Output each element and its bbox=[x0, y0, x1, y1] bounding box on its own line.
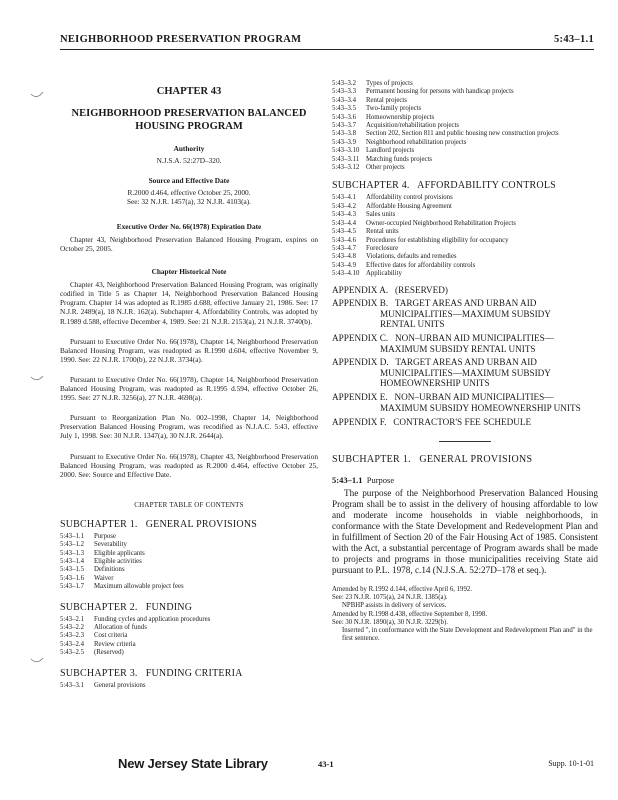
toc-list bbox=[332, 80, 598, 172]
library-stamp: New Jersey State Library bbox=[118, 756, 268, 771]
toc-entry-number: 5:43–1.3 bbox=[60, 549, 84, 557]
source-line: R.2000 d.464, effective October 25, 2000. bbox=[127, 188, 251, 197]
toc-entry bbox=[60, 541, 318, 549]
toc-entry-number: 5:43–3.9 bbox=[332, 138, 356, 146]
running-head bbox=[60, 34, 594, 48]
toc-entry bbox=[332, 211, 598, 219]
toc-entry-title: Foreclosure bbox=[366, 244, 399, 252]
appendix-entry bbox=[332, 392, 598, 413]
executive-order-heading: Executive Order No. 66(1978) Expiration Date bbox=[116, 222, 262, 231]
toc-entry-number: 5:43–1.7 bbox=[60, 583, 84, 591]
appendix-title-continued: MUNICIPALITIES—MAXIMUM SUBSIDY bbox=[380, 308, 551, 319]
toc-entry-number: 5:43–4.8 bbox=[332, 253, 356, 261]
section-body: The purpose of the Neighborhood Preservation Balanced Housing Program shall be to assist in the delivery of housing affordable to low and moderate income households in viable neighborhoods, in conformance with the State Development and Redevelopment Plan and in fulfillment of Section 20 of the Fair Housing Act of 1985. Consistent with the Act, a substantial percentage of Program awards shall be made to projects and programs in those municipalities receiving State aid pursuant to P.L. 1978, c.14 (N.J.S.A. 52:27D–178 et seq.). bbox=[332, 487, 598, 575]
chapter-number: CHAPTER 43 bbox=[156, 86, 222, 97]
toc-entry-title: Eligible activities bbox=[94, 558, 142, 565]
header-rule bbox=[60, 49, 594, 50]
toc-entry bbox=[332, 245, 598, 253]
amendment-note: See: 23 N.J.R. 1075(a), 24 N.J.R. 1385(a). bbox=[332, 594, 448, 602]
toc-entry bbox=[332, 147, 598, 155]
toc-entry-title: Owner-occupied Neighborhood Rehabilitation Projects bbox=[366, 219, 516, 227]
toc-entry bbox=[332, 139, 598, 147]
right-column bbox=[332, 80, 598, 643]
toc-entry-title: Acquisition/rehabilitation projects bbox=[366, 122, 460, 130]
margin-mark bbox=[30, 656, 44, 666]
toc-entry bbox=[332, 105, 598, 113]
appendix-title: APPENDIX D. TARGET AREAS AND URBAN AID bbox=[332, 357, 537, 368]
toc-entry-title: Violations, defaults and remedies bbox=[366, 253, 457, 261]
margin-mark bbox=[30, 90, 44, 100]
subchapter-heading: SUBCHAPTER 1. GENERAL PROVISIONS bbox=[332, 453, 533, 465]
toc-entry-number: 5:43–3.11 bbox=[332, 155, 360, 163]
toc-entry bbox=[332, 194, 598, 202]
appendix-title: APPENDIX B. TARGET AREAS AND URBAN AID bbox=[332, 298, 537, 309]
appendix-entry bbox=[332, 357, 598, 388]
toc-entry-title: Review criteria bbox=[94, 640, 136, 648]
toc-entry bbox=[332, 122, 598, 130]
historical-note-paragraph: Chapter 43, Neighborhood Preservation Balanced Housing Program, was originally codified in Title 5 as Chapter 14, Neighborhood Preservation Balanced Housing Program. Chapter 14 was adopted as R.1985 d.688, effective January 21, 1986. See: 17 N.J.R. 2489(a), 18 N.J.R. 162(a). Subchapter 4, Affordability Controls, was adopted by R.1989 d.588, effective December 4, 1989. See: 21 N.J.R. 2153(a), 21 N.J.R. 3740(b). bbox=[60, 280, 318, 326]
amendment-note: Amended by R.1998 d.438, effective September 8, 1998. bbox=[332, 610, 488, 618]
chapter-title: NEIGHBORHOOD PRESERVATION BALANCED HOUSING PROGRAM bbox=[71, 108, 307, 132]
toc-entry bbox=[332, 237, 598, 245]
appendix-entry bbox=[332, 333, 598, 354]
toc-subchapter-heading: SUBCHAPTER 1. GENERAL PROVISIONS bbox=[60, 518, 258, 530]
toc-entry bbox=[332, 220, 598, 228]
toc-entry-number: 5:43–2.1 bbox=[60, 615, 84, 623]
toc-heading: CHAPTER TABLE OF CONTENTS bbox=[134, 500, 244, 509]
toc-entry bbox=[60, 682, 318, 690]
section-number: 5:43–1.1 bbox=[332, 474, 363, 485]
toc-entry-number: 5:43–4.7 bbox=[332, 244, 356, 252]
toc-subchapter-heading: SUBCHAPTER 3. FUNDING CRITERIA bbox=[60, 667, 243, 679]
margin-mark bbox=[30, 374, 44, 384]
toc-entry-title: Affordability control provisions bbox=[366, 194, 453, 202]
toc-entry-title: Sales units bbox=[366, 211, 396, 219]
toc-entry-number: 5:43–4.6 bbox=[332, 236, 356, 244]
toc-entry-title: Effective dates for affordability controls bbox=[366, 261, 476, 269]
source-heading: Source and Effective Date bbox=[148, 176, 230, 185]
authority-heading: Authority bbox=[173, 144, 205, 153]
appendix-list bbox=[332, 285, 598, 427]
toc-entry-number: 5:43–4.1 bbox=[332, 194, 356, 202]
toc-entry-number: 5:43–3.5 bbox=[332, 105, 356, 113]
toc-entry-number: 5:43–3.2 bbox=[332, 80, 356, 87]
toc-entry-title: Neighborhood rehabilitation projects bbox=[366, 138, 467, 146]
toc-entry-title: Waiver bbox=[94, 574, 114, 582]
section-heading bbox=[332, 475, 598, 485]
supplement-date: Supp. 10-1-01 bbox=[548, 759, 594, 768]
toc-entry-number: 5:43–4.9 bbox=[332, 261, 356, 269]
appendix-title: APPENDIX C. NON–URBAN AID MUNICIPALITIES— bbox=[332, 333, 554, 344]
toc-entry-number: 5:43–4.10 bbox=[332, 270, 360, 278]
amendment-note: Amended by R.1992 d.144, effective April 6, 1992. bbox=[332, 585, 472, 593]
toc-entry-number: 5:43–3.8 bbox=[332, 130, 356, 138]
toc-entry bbox=[332, 80, 598, 88]
toc-entry-title: Severability bbox=[94, 541, 127, 549]
toc-entry bbox=[60, 616, 318, 624]
toc-entry-number: 5:43–3.10 bbox=[332, 147, 360, 155]
toc-entry-title: Cost criteria bbox=[94, 632, 128, 640]
toc-entry bbox=[60, 550, 318, 558]
appendix-entry bbox=[332, 285, 598, 295]
toc-entry-number: 5:43–1.6 bbox=[60, 574, 84, 582]
amendment-notes bbox=[332, 586, 598, 643]
toc-entry-title: Eligible applicants bbox=[94, 549, 145, 557]
toc-entry-title: Section 202, Section 811 and public housing new construction projects bbox=[366, 130, 559, 138]
toc-entry bbox=[60, 641, 318, 649]
toc-entry bbox=[332, 203, 598, 211]
toc-entry bbox=[60, 624, 318, 632]
amendment-note: Inserted ", in conformance with the State Development and Redevelopment Plan and" in the first sentence. bbox=[342, 626, 593, 643]
page-number: 43-1 bbox=[318, 759, 334, 769]
appendix-title-continued: MAXIMUM SUBSIDY HOMEOWNERSHIP UNITS bbox=[380, 402, 581, 413]
toc-entry-title: (Reserved) bbox=[94, 649, 124, 657]
toc-list bbox=[60, 616, 318, 658]
toc-entry-title: General provisions bbox=[94, 681, 146, 689]
toc-entry-title: Types of projects bbox=[366, 80, 413, 87]
historical-note-heading: Chapter Historical Note bbox=[151, 267, 227, 277]
toc-entry-number: 5:43–2.2 bbox=[60, 624, 84, 632]
toc-entry-title: Purpose bbox=[94, 532, 116, 540]
toc-entry bbox=[332, 97, 598, 105]
toc-entry-title: Rental units bbox=[366, 228, 399, 236]
toc-entry-number: 5:43–3.6 bbox=[332, 113, 356, 121]
toc-entry-number: 5:43–1.4 bbox=[60, 558, 84, 565]
appendix-title-continued: HOMEOWNERSHIP UNITS bbox=[380, 378, 490, 389]
historical-note-paragraph: Pursuant to Reorganization Plan No. 002–1998, Chapter 14, Neighborhood Preservation Balanced Housing Program, was recodified as N.J.A.C. 5:43, effective July 1, 1998. See: 30 N.J.R. 1347(a), 30 N.J.R. 2644(a). bbox=[60, 413, 318, 441]
toc-entry bbox=[60, 583, 318, 591]
toc-entry-title: Other projects bbox=[366, 164, 405, 172]
toc-entry-title: Homeownership projects bbox=[366, 113, 435, 121]
toc-entry bbox=[332, 262, 598, 270]
toc-entry bbox=[332, 228, 598, 236]
page-footer bbox=[0, 756, 618, 772]
toc-entry-number: 5:43–2.4 bbox=[60, 640, 84, 648]
toc-entry-title: Landlord projects bbox=[366, 147, 415, 155]
toc-entry bbox=[332, 88, 598, 96]
toc-entry bbox=[332, 253, 598, 261]
toc-entry bbox=[60, 566, 318, 574]
section-title: Purpose bbox=[366, 474, 395, 485]
appendix-title: APPENDIX A. (RESERVED) bbox=[332, 284, 448, 295]
toc-entry-number: 5:43–4.5 bbox=[332, 228, 356, 236]
toc-entry bbox=[60, 649, 318, 657]
appendix-title: APPENDIX E. NON–URBAN AID MUNICIPALITIES— bbox=[332, 392, 554, 403]
toc-entry-title: Funding cycles and application procedures bbox=[94, 615, 211, 623]
toc-entry bbox=[60, 632, 318, 640]
toc-entry bbox=[332, 164, 598, 172]
executive-order-text: Chapter 43, Neighborhood Preservation Balanced Housing Program, expires on October 25, 2005. bbox=[60, 235, 318, 254]
toc-entry bbox=[332, 270, 598, 278]
historical-note-paragraph: Pursuant to Executive Order No. 66(1978), Chapter 14, Neighborhood Preservation Balanced Housing Program, was readopted as R.1990 d.604, effective November 9, 1990. See: 22 N.J.R. 1700(b), 22 N.J.R. 3734(a). bbox=[60, 336, 318, 364]
toc-entry-title: Allocation of funds bbox=[94, 624, 147, 632]
toc-list bbox=[332, 194, 598, 278]
source-line: See: 32 N.J.R. 1457(a), 32 N.J.R. 4103(a). bbox=[126, 197, 252, 206]
toc-subchapter-heading: SUBCHAPTER 4. AFFORDABILITY CONTROLS bbox=[332, 180, 556, 192]
amendment-note: NPBHP assists in delivery of services. bbox=[342, 602, 447, 610]
toc-entry-title: Definitions bbox=[94, 566, 125, 574]
toc-entry-title: Rental projects bbox=[366, 96, 407, 104]
toc-entry-number: 5:43–4.4 bbox=[332, 219, 356, 227]
toc-entry bbox=[332, 114, 598, 122]
appendix-title: APPENDIX F. CONTRACTOR'S FEE SCHEDULE bbox=[332, 416, 532, 427]
toc-entry-number: 5:43–1.2 bbox=[60, 541, 84, 549]
toc-entry bbox=[60, 575, 318, 583]
authority-text: N.J.S.A. 52:27D–320. bbox=[156, 156, 222, 165]
toc-entry-title: Two-family projects bbox=[366, 105, 422, 113]
appendix-title-continued: MAXIMUM SUBSIDY RENTAL UNITS bbox=[380, 343, 536, 354]
toc-entry bbox=[332, 156, 598, 164]
running-head-section: 5:43–1.1 bbox=[553, 34, 594, 45]
toc-entry-title: Affordable Housing Agreement bbox=[366, 202, 452, 210]
appendix-title-continued: MUNICIPALITIES—MAXIMUM SUBSIDY bbox=[380, 367, 551, 378]
toc-entry-number: 5:43–3.7 bbox=[332, 122, 356, 130]
toc-entry-title: Procedures for establishing eligibility for occupancy bbox=[366, 236, 509, 244]
toc-entry-number: 5:43–3.3 bbox=[332, 88, 356, 96]
toc-subchapter-heading: SUBCHAPTER 2. FUNDING bbox=[60, 601, 193, 613]
section-divider bbox=[439, 441, 491, 442]
appendix-entry bbox=[332, 298, 598, 329]
toc-list bbox=[60, 682, 318, 690]
toc-entry-number: 5:43–1.1 bbox=[60, 532, 84, 540]
toc-entry-number: 5:43–3.4 bbox=[332, 96, 356, 104]
appendix-entry bbox=[332, 417, 598, 427]
toc-entry-title: Maximum allowable project fees bbox=[94, 583, 184, 591]
historical-note-paragraph: Pursuant to Executive Order No. 66(1978), Chapter 14, Neighborhood Preservation Balanced Housing Program, was readopted as R.1995 d.594, effective October 26, 1995. See: 27 N.J.R. 3256(a), 27 N.J.R. 4698(a). bbox=[60, 374, 318, 403]
appendix-title-continued: RENTAL UNITS bbox=[380, 319, 445, 330]
running-head-title: NEIGHBORHOOD PRESERVATION PROGRAM bbox=[60, 34, 302, 45]
toc-entry-number: 5:43–3.1 bbox=[60, 681, 84, 689]
historical-note-paragraph: Pursuant to Executive Order No. 66(1978), Chapter 43, Neighborhood Preservation Balanced Housing Program, was readopted as R.2000 d.464, effective October 25, 2000. See: Source and Effective Date. bbox=[60, 451, 318, 479]
toc-entry-number: 5:43–2.3 bbox=[60, 632, 84, 640]
toc-entry-number: 5:43–1.5 bbox=[60, 566, 84, 574]
toc-entry-number: 5:43–4.2 bbox=[332, 202, 356, 210]
toc-entry-number: 5:43–2.5 bbox=[60, 649, 84, 657]
toc-entry bbox=[60, 533, 318, 541]
amendment-note: See: 30 N.J.R. 1890(a), 30 N.J.R. 3229(b). bbox=[332, 618, 448, 626]
toc-list bbox=[60, 533, 318, 592]
toc-entry-number: 5:43–4.3 bbox=[332, 211, 356, 219]
toc-entry bbox=[332, 130, 598, 138]
toc-entry-title: Applicability bbox=[366, 270, 402, 278]
left-column bbox=[60, 80, 318, 690]
toc-entry bbox=[60, 558, 318, 566]
toc-entry-title: Matching funds projects bbox=[366, 155, 433, 163]
toc-entry-title: Permanent housing for persons with handicap projects bbox=[366, 88, 514, 96]
toc-entry-number: 5:43–3.12 bbox=[332, 164, 360, 172]
